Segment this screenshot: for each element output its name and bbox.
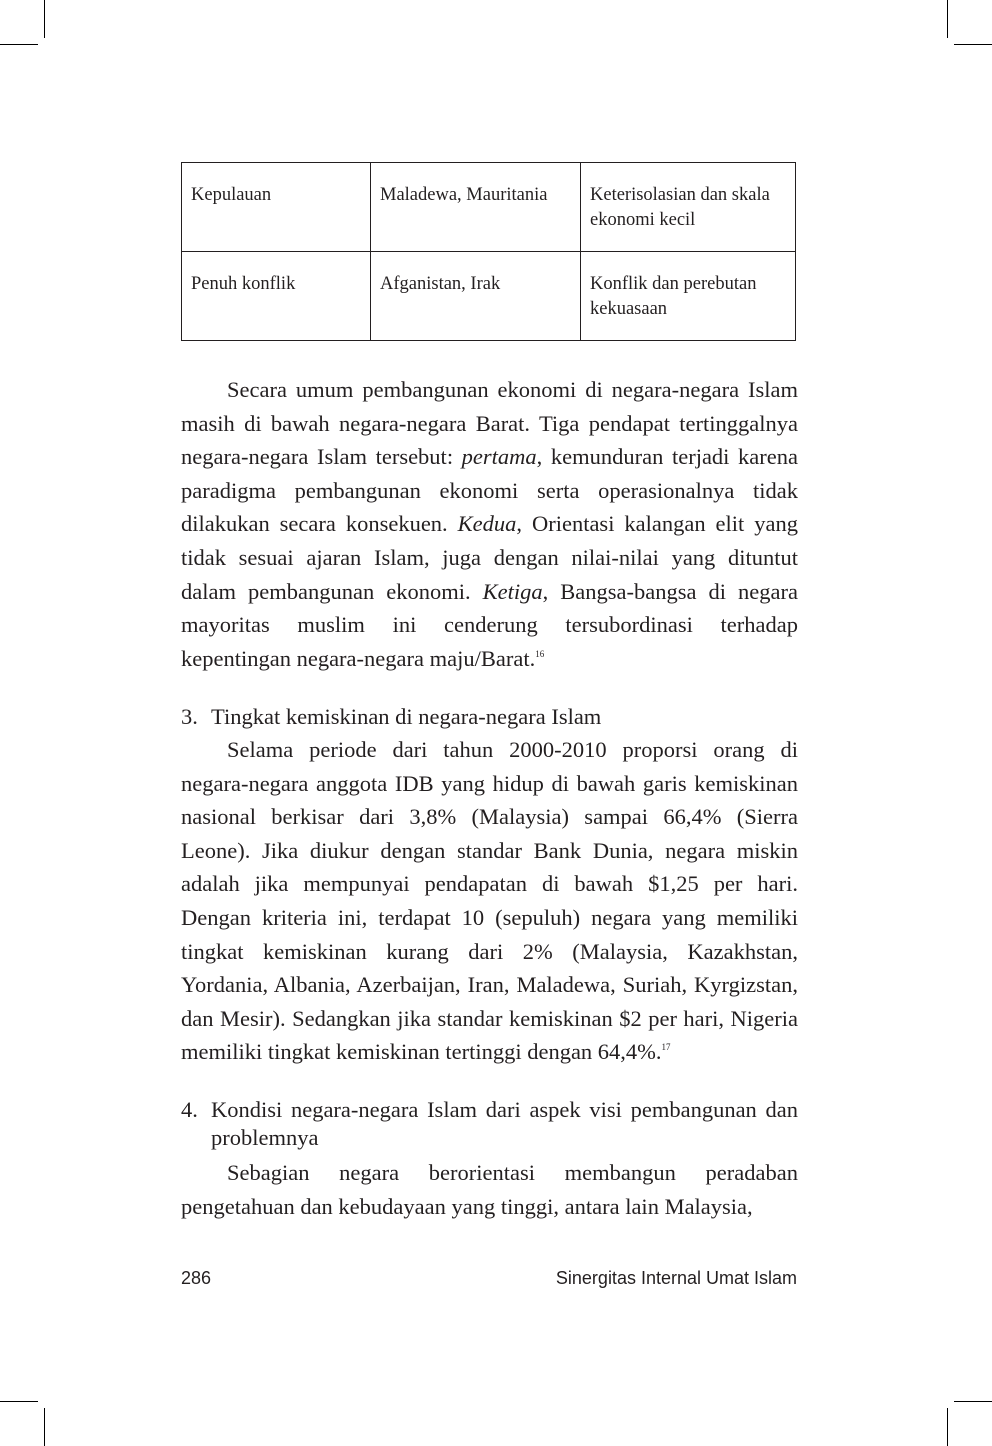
cell-line: Konflik dan perebutan [590,274,757,294]
list-number: 4. [181,1097,198,1122]
text-run: , Orientasi kalangan elit yang tidak sesuai ajaran Islam, juga dengan nilai-nilai yang dituntut dalam pembangunan ekonomi. [181,511,798,604]
text-run: , Bangsa-bangsa di negara mayoritas muslim ini cenderung tersubordinasi terhadap kepentingan negara-negara maju/Barat. [181,578,798,671]
emphasis: Ketiga [482,578,543,604]
crop-mark [0,1401,38,1402]
section-heading [181,1096,798,1152]
crop-mark [0,44,38,45]
table-cell [581,252,796,341]
cell-line: ekonomi kecil [590,210,696,230]
table-cell: Kepulauan [182,163,371,252]
text-run: , kemunduran terjadi karena paradigma pembangunan ekonomi serta operasionalnya tidak dilakukan secara konsekuen. [181,444,798,537]
emphasis: Kedua [457,511,517,537]
body-paragraph [181,1156,798,1223]
table-cell: Penuh konflik [182,252,371,341]
table-cell [581,163,796,252]
text-run: Secara umum pembangunan ekonomi di negara-negara Islam masih di bawah negara-negara Barat. Tiga pendapat tertinggalnya negara-negara Islam tersebut: [181,377,798,470]
table-cell: Maladewa, Mauritania [371,163,581,252]
cell-line: kekuasaan [590,299,668,319]
section-title: Kondisi negara-negara Islam dari aspek visi pembangunan dan problemnya [211,1097,798,1150]
country-table [181,162,796,341]
running-footer-title: Sinergitas Internal Umat Islam [555,1268,797,1288]
crop-mark [954,1401,992,1402]
section-title: Tingkat kemiskinan di negara-negara Islam [211,704,602,729]
crop-mark [44,1408,45,1446]
table-row [182,163,796,252]
crop-mark [954,44,992,45]
body-paragraph [181,733,798,1069]
list-number: 3. [181,704,198,729]
footnote-ref: 17 [661,1042,671,1053]
table-row [182,252,796,341]
body-paragraph [181,373,798,675]
emphasis: pertama [461,444,537,470]
section-heading [181,703,798,731]
page-number: 286 [181,1268,212,1288]
table-cell: Afganistan, Irak [371,252,581,341]
cell-line: Keterisolasian dan skala [590,185,770,205]
text-run: Selama periode dari tahun 2000-2010 proporsi orang di negara-negara anggota IDB yang hidup di bawah garis kemiskinan nasional berkisar dari 3,8% (Malaysia) sampai 66,4% (Sierra Leone). Jika diukur dengan standar Bank Dunia, negara miskin adalah jika mempunyai pendapatan di bawah $1,25 per hari. Dengan kriteria ini, terdapat 10 (sepuluh) negara yang memiliki tingkat kemiskinan kurang dari 2% (Malaysia, Kazakhstan, Yordania, Albania, Azerbaijan, Iran, Maladewa, Suriah, Kyrgizstan, dan Mesir). Sedangkan jika standar kemiskinan $2 per hari, Nigeria memiliki tingkat kemiskinan tertinggi dengan 64,4%. [181,737,798,1065]
crop-mark [947,0,948,38]
crop-mark [947,1408,948,1446]
text-run: Sebagian negara berorientasi membangun peradaban pengetahuan dan kebudayaan yang tinggi, antara lain Malaysia, [181,1160,798,1219]
footnote-ref: 16 [535,648,545,659]
crop-mark [44,0,45,38]
